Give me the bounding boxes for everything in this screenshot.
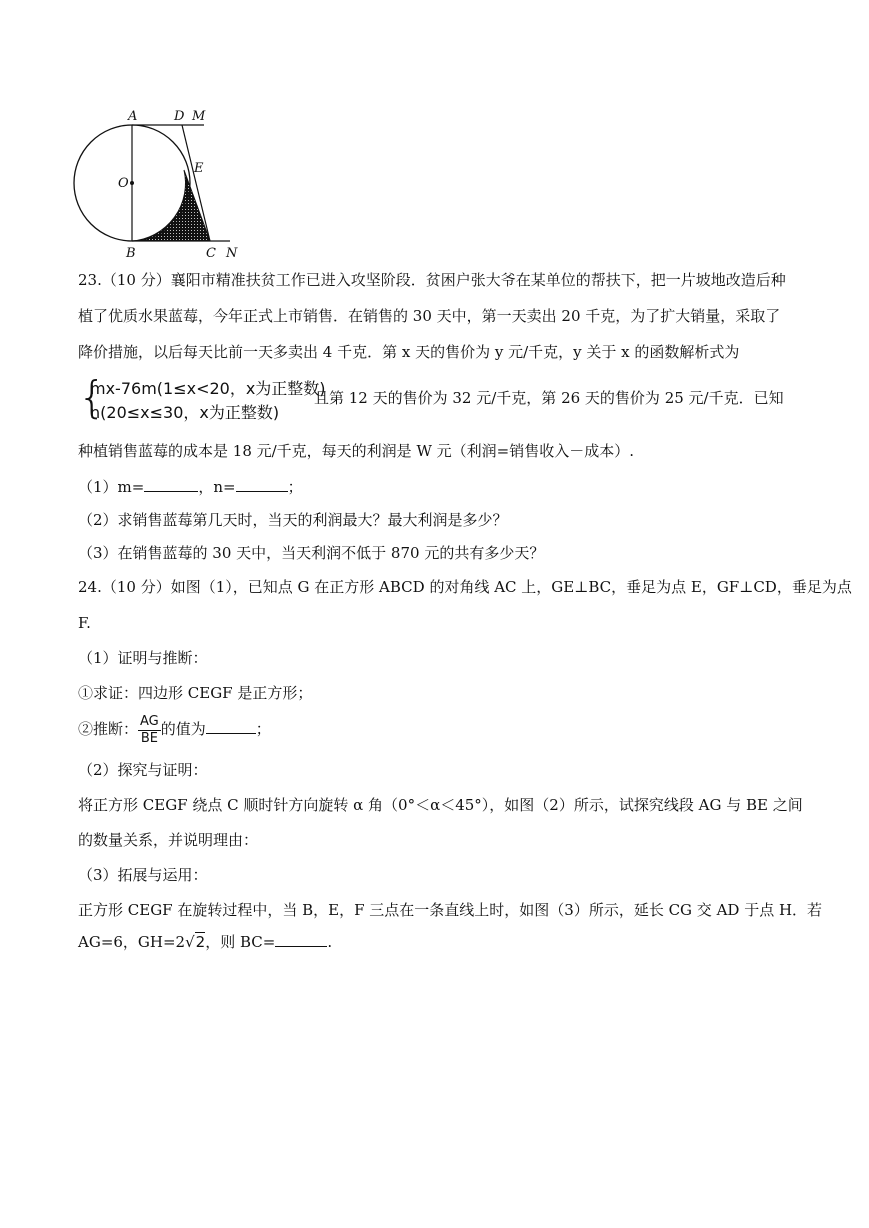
q23-line1: 23.（10 分）襄阳市精准扶贫工作已进入攻坚阶段．贫困户张大爷在某单位的帮扶下，把一片坡地改造后种: [78, 271, 786, 289]
label-b: B: [126, 246, 136, 261]
label-o: O: [118, 176, 129, 191]
q23-sub1: [78, 477, 303, 497]
piecewise-function: [78, 372, 338, 423]
q23-sub3: （3）在销售蓝莓的 30 天中，当天利润不低于 870 元的共有多少天？: [78, 544, 545, 562]
shaded-region: [132, 170, 210, 241]
label-m: M: [192, 109, 206, 124]
q24-part1-b: [78, 711, 271, 747]
q23-sub2: （2）求销售蓝莓第几天时，当天的利润最大？最大利润是多少？: [78, 511, 508, 529]
case-2: n(20≤x≤30，x为正整数): [90, 403, 280, 422]
q23-line5: 种植销售蓝莓的成本是 18 元/千克，每天的利润是 W 元（利润=销售收入－成本）.: [78, 442, 634, 460]
q24-part2-line1: 将正方形 CEGF 绕点 C 顺时针方向旋转 α 角（0°＜α＜45°），如图（2）所示，试探究线段 AG 与 BE 之间: [78, 796, 803, 814]
q24-part2-line2: 的数量关系，并说明理由：: [78, 831, 259, 849]
q23-line2: 植了优质水果蓝莓，今年正式上市销售．在销售的 30 天中，第一天卖出 20 千克，为了扩大销量，采取了: [78, 307, 781, 325]
fraction-denominator: BE: [140, 730, 158, 746]
part3-line2-b: ，则 BC=: [205, 933, 276, 951]
q24-line1: 24.（10 分）如图（1），已知点 G 在正方形 ABCD 的对角线 AC 上，GE⊥BC，垂足为点 E，GF⊥CD，垂足为点: [78, 578, 852, 596]
q24-part1-a: ①求证：四边形 CEGF 是正方形；: [78, 684, 313, 702]
q23-line3: 降价措施，以后每天比前一天多卖出 4 千克．第 x 天的售价为 y 元/千克，y 关于 x 的函数解析式为: [78, 343, 740, 361]
answer-blank-n: [236, 477, 288, 492]
q23-line4: 且第 12 天的售价为 32 元/千克，第 26 天的售价为 25 元/千克．已知: [314, 389, 784, 407]
sqrt-expression: √2: [185, 933, 206, 951]
answer-blank-bc: [275, 932, 327, 947]
q24-part3-title: （3）拓展与运用：: [78, 866, 208, 884]
label-e: E: [194, 161, 204, 176]
q24-part2-title: （2）探究与证明：: [78, 761, 208, 779]
sqrt-radicand: 2: [195, 933, 206, 951]
brace-symbol: {: [78, 372, 106, 423]
answer-blank-m: [144, 477, 198, 492]
part1-b-post: 的值为: [160, 720, 206, 738]
answer-blank-ratio: [206, 719, 256, 734]
label-n: N: [226, 246, 238, 261]
sub1-n-label: ，n=: [198, 478, 236, 496]
label-d: D: [174, 109, 185, 124]
part3-line2-c: .: [327, 933, 333, 951]
part3-line2-a: AG=6，GH=2: [78, 933, 186, 951]
q24-part1-title: （1）证明与推断：: [78, 649, 208, 667]
case-1: mx-76m(1≤x<20，x为正整数): [90, 379, 326, 398]
sub1-m-label: （1）m=: [78, 478, 145, 496]
q24-part3-line2: [78, 932, 332, 952]
label-a: A: [128, 109, 138, 124]
q24-part3-line1: 正方形 CEGF 在旋转过程中，当 B，E，F 三点在一条直线上时，如图（3）所示，延长 CG 交 AD 于点 H．若: [78, 901, 823, 919]
sub1-end: ；: [287, 478, 303, 496]
part1-b-pre: ②推断：: [78, 720, 139, 738]
center-point-o: [130, 181, 134, 185]
fraction-numerator: AG: [140, 713, 159, 729]
label-c: C: [206, 246, 216, 261]
q24-line2: F.: [78, 614, 91, 632]
part1-b-end: ；: [255, 720, 271, 738]
fraction-ag-be: [138, 714, 161, 747]
geometry-figure: [70, 100, 250, 265]
